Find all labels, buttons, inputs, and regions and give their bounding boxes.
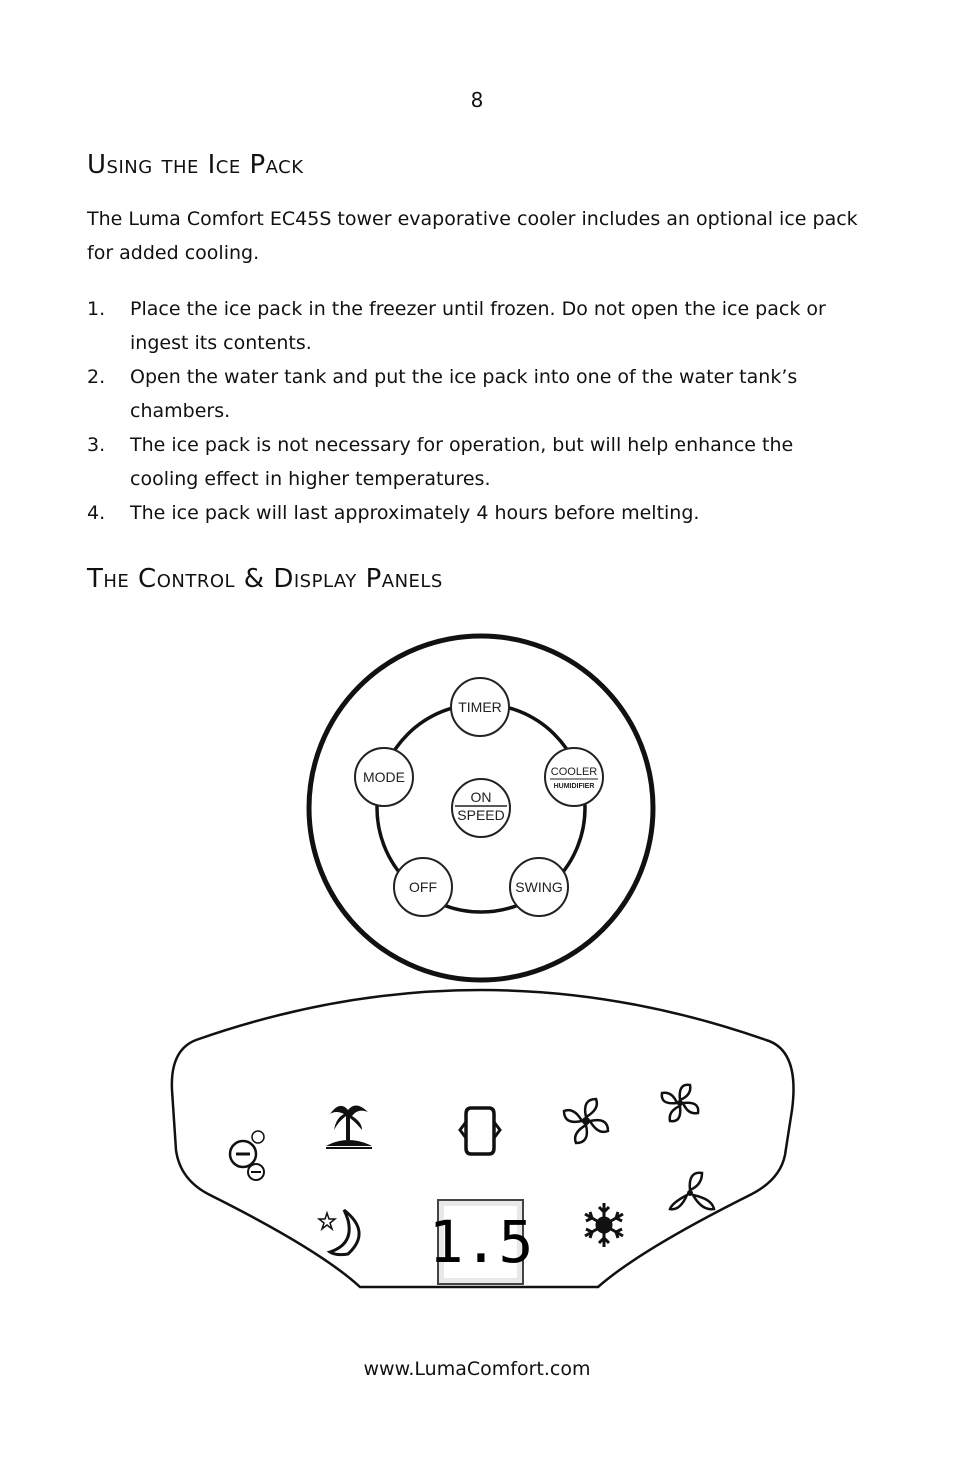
- led-display: [429, 1200, 534, 1284]
- step-number: 2.: [87, 366, 106, 388]
- mode-label: MODE: [363, 769, 405, 785]
- control-panel-diagram: [309, 636, 653, 980]
- section-title-control-display: The Control & Display Panels: [87, 564, 443, 594]
- cooler-label: COOLER: [550, 766, 598, 778]
- step-text: The ice pack will last approximately 4 hours before melting.: [130, 502, 700, 524]
- swing-button[interactable]: [510, 858, 568, 916]
- step-number: 1.: [87, 298, 106, 320]
- cooler-humidifier-button[interactable]: [545, 748, 603, 806]
- step-text: The ice pack is not necessary for operation, but will help enhance the cooling effect in higher temperatures.: [130, 434, 794, 490]
- intro-paragraph: The Luma Comfort EC45S tower evaporative cooler includes an optional ice pack for added cooling.: [87, 208, 858, 264]
- on-label: ON: [470, 789, 492, 805]
- step-number: 3.: [87, 434, 106, 456]
- humidifier-label: HUMIDIFIER: [553, 783, 595, 790]
- step-text: Place the ice pack in the freezer until frozen. Do not open the ice pack or ingest its contents.: [130, 298, 826, 354]
- display-panel-diagram: [172, 990, 794, 1287]
- speed-label: SPEED: [457, 807, 505, 823]
- off-label: OFF: [409, 879, 437, 895]
- on-speed-button[interactable]: [452, 779, 510, 837]
- timer-label: TIMER: [458, 699, 502, 715]
- swing-label: SWING: [515, 879, 563, 895]
- timer-button[interactable]: [451, 678, 509, 736]
- footer-url: www.LumaComfort.com: [363, 1358, 591, 1380]
- step-text: Open the water tank and put the ice pack into one of the water tank’s chambers.: [130, 366, 798, 422]
- page-number: 8: [470, 88, 484, 112]
- step-number: 4.: [87, 502, 106, 524]
- display-readout: 1.5: [428, 1208, 534, 1276]
- mode-button[interactable]: [355, 748, 413, 806]
- off-button[interactable]: [394, 858, 452, 916]
- section-title-ice-pack: Using the Ice Pack: [87, 150, 304, 180]
